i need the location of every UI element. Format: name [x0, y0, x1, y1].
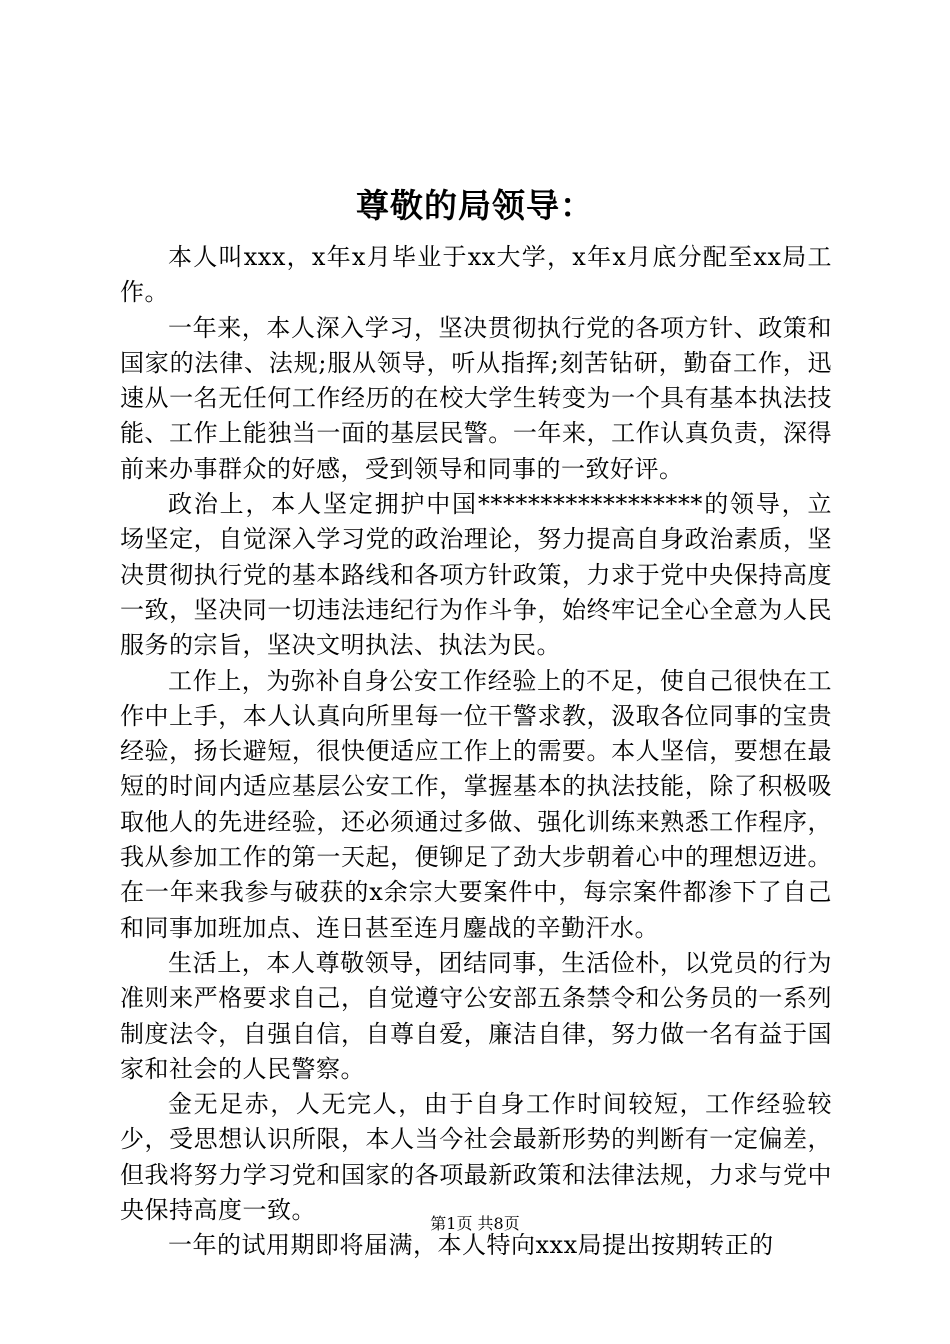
paragraph-probation: 一年的试用期即将届满，本人特向xxx局提出按期转正的 — [168, 1231, 774, 1260]
paragraph-shortcomings: 金无足赤，人无完人，由于自身工作时间较短，工作经验较少，受思想认识所限，本人当今社会最新形势的判断有一定偏差，但我将努力学习党和国家的各项最新政策和法律法规，力求与党中央保持高度一致。 — [120, 1090, 832, 1225]
paragraph-life: 生活上，本人尊敬领导，团结同事，生活俭朴，以党员的行为准则来严格要求自己，自觉遵守公安部五条禁令和公务员的一系列制度法令，自强自信，自尊自爱，廉洁自律，努力做一名有益于国家和社会的人民警察。 — [120, 948, 832, 1083]
page-footer: 第1页 共8页 — [430, 1214, 520, 1233]
paragraph-politics: 政治上，本人坚定拥护中国******************的领导，立场坚定，自觉深入学习党的政治理论，努力提高自身政治素质，坚决贯彻执行党的基本路线和各项方针政策，力求于党中央保持高度一致，坚决同一切违法违纪行为作斗争，始终牢记全心全意为人民服务的宗旨，坚决文明执法、执法为民。 — [120, 490, 832, 660]
paragraph-year-summary: 一年来，本人深入学习，坚决贯彻执行党的各项方针、政策和国家的法律、法规;服从领导，听从指挥;刻苦钻研，勤奋工作，迅速从一名无任何工作经历的在校大学生转变为一个具有基本执法技能、工作上能独当一面的基层民警。一年来，工作认真负责，深得前来办事群众的好感，受到领导和同事的一致好评。 — [120, 313, 832, 483]
paragraph-intro: 本人叫xxx，x年x月毕业于xx大学，x年x月底分配至xx局工作。 — [120, 243, 832, 307]
document-title: 尊敬的局领导： — [356, 186, 594, 225]
paragraph-work: 工作上，为弥补自身公安工作经验上的不足，使自己很快在工作中上手，本人认真向所里每一位干警求教，汲取各位同事的宝贵经验，扬长避短，很快便适应工作上的需要。本人坚信，要想在最短的时间内适应基层公安工作，掌握基本的执法技能，除了积极吸取他人的先进经验，还必须通过多做、强化训练来熟悉工作程序，我从参加工作的第一天起，便铆足了劲大步朝着心中的理想迈进。在一年来我参与破获的x余宗大要案件中，每宗案件都渗下了自己和同事加班加点、连日甚至连月鏖战的辛勤汗水。 — [120, 666, 832, 942]
document-body — [120, 240, 832, 1264]
